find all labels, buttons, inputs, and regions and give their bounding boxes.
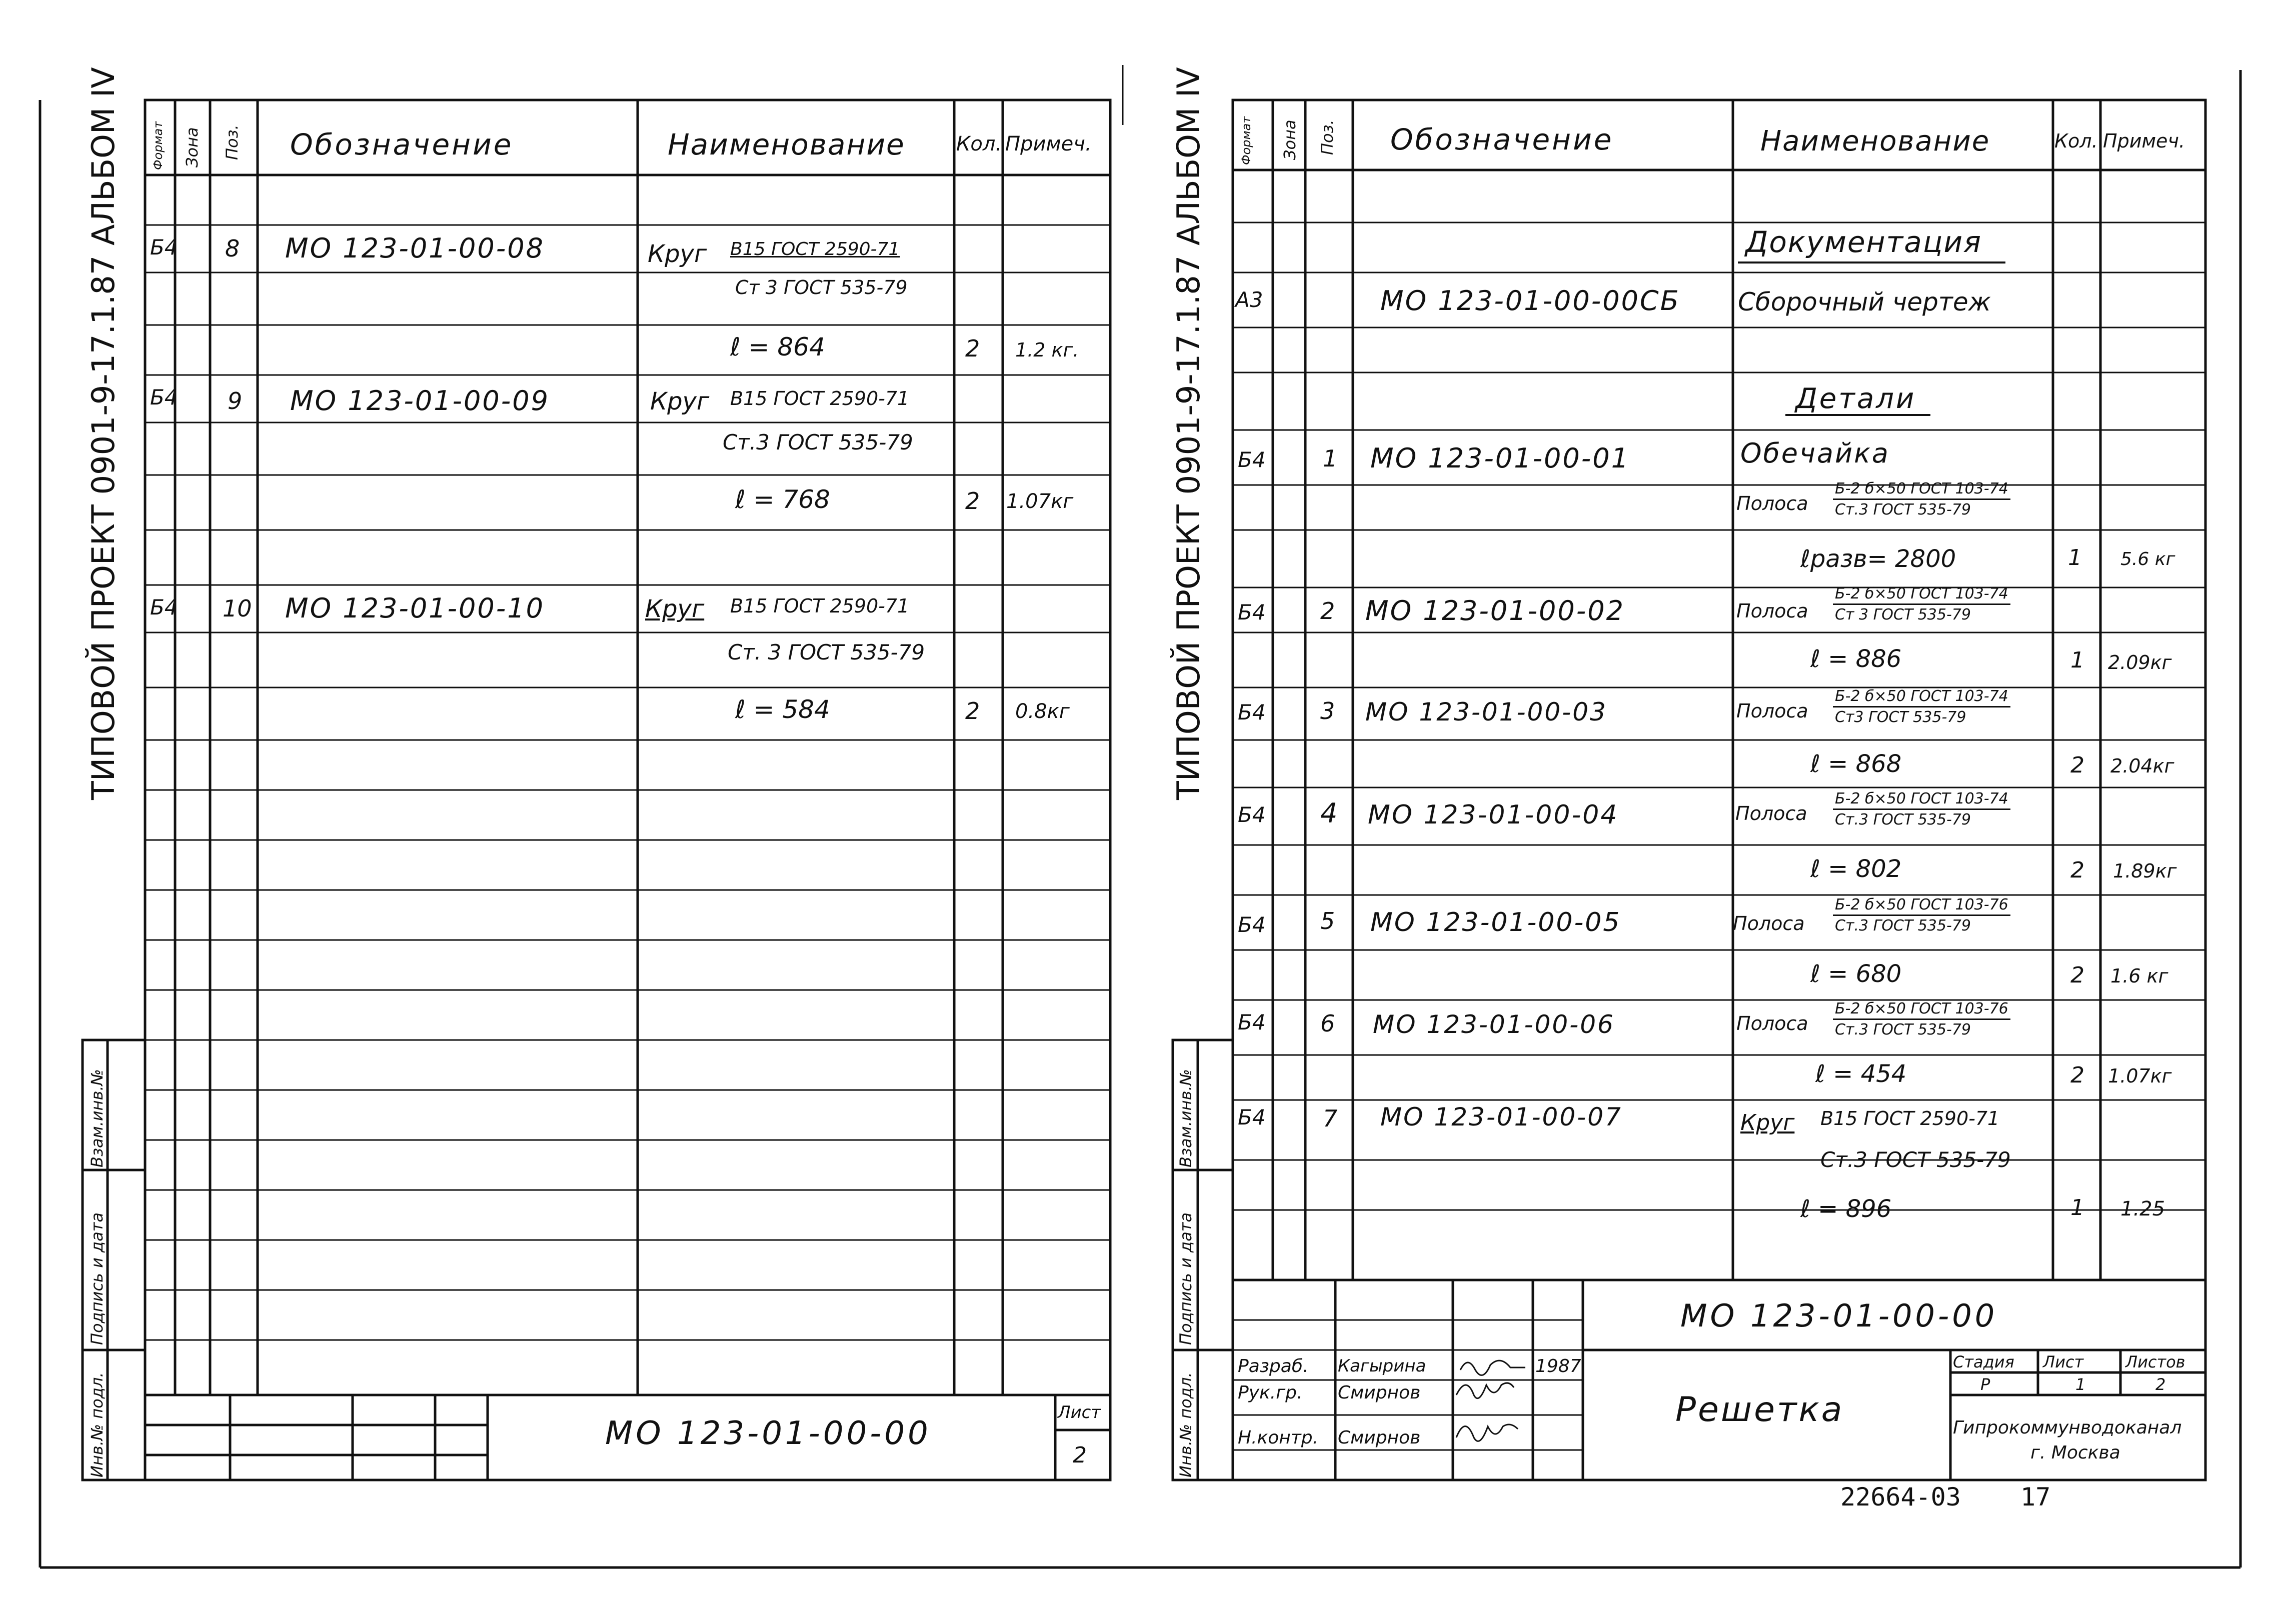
header-kol-left: Кол. xyxy=(956,132,1002,156)
left-row-1-name-label: Круг xyxy=(648,240,707,268)
stadia-value: Р xyxy=(1980,1375,1990,1394)
left-row-3-name-top: В15 ГОСТ 2590-71 xyxy=(730,595,910,617)
left-title-code: МО 123-01-00-00 xyxy=(605,1415,931,1452)
right-row-1-qty: 1 xyxy=(2068,545,2082,570)
right-row-6-format: Б4 xyxy=(1238,1010,1266,1034)
listov-value: 2 xyxy=(2155,1375,2166,1394)
left-row-1-designation: МО 123-01-00-08 xyxy=(285,232,545,264)
stamp-inv-podl-left: Инв.№ подл. xyxy=(88,1372,107,1478)
header-poz-right: Поз. xyxy=(1318,120,1337,155)
right-row-4-poz: 4 xyxy=(1320,798,1338,829)
left-row-3-qty: 2 xyxy=(965,698,980,724)
left-row-3-note: 0.8кг xyxy=(1015,700,1070,723)
right-row-7-name-bottom: Ст.3 ГОСТ 535-79 xyxy=(1820,1148,2011,1172)
right-row-3-length: ℓ = 868 xyxy=(1810,750,1902,778)
left-row-3-length: ℓ = 584 xyxy=(735,695,830,724)
header-primech-left: Примеч. xyxy=(1005,132,1092,156)
right-row-7-designation: МО 123-01-00-07 xyxy=(1380,1102,1622,1132)
header-primech-right: Примеч. xyxy=(2103,130,2185,152)
header-kol-right: Кол. xyxy=(2054,130,2098,152)
right-row-1-length: ℓразв= 2800 xyxy=(1800,545,1956,573)
right-row-5-length: ℓ = 680 xyxy=(1810,960,1902,988)
header-oboznachenie-right: Обозначение xyxy=(1390,122,1614,156)
right-row-7-qty: 1 xyxy=(2070,1195,2084,1220)
right-row-2-note: 2.09кг xyxy=(2108,652,2172,674)
right-row-2-format: Б4 xyxy=(1238,600,1266,624)
right-row-4-name-label: Полоса xyxy=(1735,802,1807,824)
header-naimenovanie-right: Наименование xyxy=(1760,125,1990,158)
left-row-2-length: ℓ = 768 xyxy=(735,485,830,514)
right-row-1-format: Б4 xyxy=(1238,448,1266,472)
right-row-6-note: 1.07кг xyxy=(2108,1065,2172,1087)
left-row-2-designation: МО 123-01-00-09 xyxy=(290,385,550,416)
right-title-name: Решетка xyxy=(1675,1390,1844,1430)
right-row-7-poz: 7 xyxy=(1323,1105,1338,1132)
left-row-2-name-label: Круг xyxy=(650,388,710,416)
left-row-2-poz: 9 xyxy=(228,388,243,414)
stamp-vzam-inv-left: Взам.инв.№ xyxy=(88,1069,107,1168)
razrab-role: Разраб. xyxy=(1238,1356,1309,1376)
right-row-6-qty: 2 xyxy=(2070,1062,2084,1088)
right-row-5-note: 1.6 кг xyxy=(2110,965,2168,987)
right-row-1-designation: МО 123-01-00-01 xyxy=(1370,442,1630,474)
org-line2: г. Москва xyxy=(2030,1442,2120,1463)
left-row-1-poz: 8 xyxy=(225,235,240,262)
right-row-4-note: 1.89кг xyxy=(2113,860,2177,882)
right-row-1-poz: 1 xyxy=(1323,445,1338,472)
left-row-2-format: Б4 xyxy=(150,385,178,410)
right-row-2-name-top: Б-2 б×50 ГОСТ 103-74 xyxy=(1833,585,2010,605)
stadia-label: Стадия xyxy=(1953,1352,2014,1372)
stamp-vzam-inv-right: Взам.инв.№ xyxy=(1176,1069,1195,1168)
right-row-4-designation: МО 123-01-00-04 xyxy=(1368,800,1619,830)
rukgr-name: Смирнов xyxy=(1338,1382,1421,1403)
header-format-left: Формат xyxy=(151,121,165,170)
right-row-6-name-top: Б-2 б×50 ГОСТ 103-76 xyxy=(1833,1000,2010,1020)
org-line1: Гипрокоммунводоканал xyxy=(1953,1418,2182,1438)
right-row-1-name-top: Б-2 б×50 ГОСТ 103-74 xyxy=(1833,480,2010,500)
right-row-5-qty: 2 xyxy=(2070,962,2084,988)
right-row-7-length: ℓ = 896 xyxy=(1800,1195,1892,1223)
right-row-2-length: ℓ = 886 xyxy=(1810,645,1902,673)
doc-row-format: А3 xyxy=(1235,288,1263,312)
header-poz-left: Поз. xyxy=(223,124,242,160)
right-row-7-format: Б4 xyxy=(1238,1105,1266,1130)
right-row-4-name-bottom: Ст.3 ГОСТ 535-79 xyxy=(1835,811,1971,828)
right-row-6-name-bottom: Ст.3 ГОСТ 535-79 xyxy=(1835,1021,1971,1038)
right-row-1-name-main: Обечайка xyxy=(1740,438,1890,469)
left-row-3-designation: МО 123-01-00-10 xyxy=(285,592,545,624)
header-oboznachenie-left: Обозначение xyxy=(290,128,514,162)
left-row-2-name-bottom: Ст.3 ГОСТ 535-79 xyxy=(723,430,913,454)
right-row-4-format: Б4 xyxy=(1238,802,1266,827)
right-row-2-qty: 1 xyxy=(2070,648,2084,673)
album-title-right: ТИПОВОЙ ПРОЕКТ 0901-9-17.1.87 АЛЬБОМ IV xyxy=(1170,67,1207,800)
header-zona-left: Зона xyxy=(183,127,202,168)
nkontr-role: Н.контр. xyxy=(1238,1428,1319,1448)
header-naimenovanie-left: Наименование xyxy=(668,128,905,162)
doc-row-name: Сборочный чертеж xyxy=(1738,288,1991,316)
right-row-5-name-bottom: Ст.3 ГОСТ 535-79 xyxy=(1835,917,1971,934)
left-row-1-name-top: В15 ГОСТ 2590-71 xyxy=(730,239,900,260)
header-zona-right: Зона xyxy=(1280,120,1299,160)
right-row-4-length: ℓ = 802 xyxy=(1810,855,1902,883)
right-row-5-designation: МО 123-01-00-05 xyxy=(1370,908,1621,938)
section-documentation: Документация xyxy=(1745,225,1982,259)
year: 1987 xyxy=(1535,1356,1581,1376)
right-row-7-name-top: В15 ГОСТ 2590-71 xyxy=(1820,1108,2000,1130)
right-row-3-qty: 2 xyxy=(2070,752,2084,778)
right-row-5-poz: 5 xyxy=(1320,908,1335,934)
right-row-4-qty: 2 xyxy=(2070,858,2084,883)
right-row-6-designation: МО 123-01-00-06 xyxy=(1373,1010,1615,1039)
right-row-1-name-label: Полоса xyxy=(1736,492,1808,514)
section-parts: Детали xyxy=(1795,382,1916,415)
right-row-6-poz: 6 xyxy=(1320,1010,1335,1037)
stamp-podpis-data-left: Подпись и дата xyxy=(88,1212,107,1345)
right-row-6-length: ℓ = 454 xyxy=(1815,1060,1907,1088)
left-row-1-qty: 2 xyxy=(965,335,980,362)
right-row-5-name-top: Б-2 б×50 ГОСТ 103-76 xyxy=(1833,896,2010,916)
right-title-code: МО 123-01-00-00 xyxy=(1680,1298,1998,1334)
right-row-4-name-top: Б-2 б×50 ГОСТ 103-74 xyxy=(1833,790,2010,810)
nkontr-name: Смирнов xyxy=(1338,1428,1421,1448)
list-value: 1 xyxy=(2075,1375,2086,1394)
stamp-inv-podl-right: Инв.№ подл. xyxy=(1176,1372,1195,1478)
right-row-3-name-top: Б-2 б×50 ГОСТ 103-74 xyxy=(1833,688,2010,708)
left-row-2-qty: 2 xyxy=(965,488,980,514)
right-row-1-note: 5.6 кг xyxy=(2120,549,2175,570)
left-row-1-length: ℓ = 864 xyxy=(730,332,825,362)
right-row-3-name-bottom: Ст3 ГОСТ 535-79 xyxy=(1835,708,1966,726)
listov-label: Листов xyxy=(2125,1352,2185,1372)
left-row-3-format: Б4 xyxy=(150,595,178,620)
right-row-3-name-label: Полоса xyxy=(1736,700,1808,722)
doc-row-designation: МО 123-01-00-00СБ xyxy=(1380,285,1680,316)
right-row-6-name-label: Полоса xyxy=(1736,1012,1808,1034)
left-list-label: Лист xyxy=(1058,1402,1101,1422)
right-row-7-name-label: Круг xyxy=(1740,1110,1795,1136)
list-label: Лист xyxy=(2043,1352,2084,1372)
stamp-podpis-data-right: Подпись и дата xyxy=(1176,1212,1195,1345)
rukgr-role: Рук.гр. xyxy=(1238,1382,1303,1403)
right-row-2-name-label: Полоса xyxy=(1736,600,1808,622)
header-format-right: Формат xyxy=(1239,116,1253,165)
album-title-left: ТИПОВОЙ ПРОЕКТ 0901-9-17.1.87 АЛЬБОМ IV xyxy=(85,67,122,800)
razrab-name: Кагырина xyxy=(1338,1356,1426,1376)
right-row-3-format: Б4 xyxy=(1238,700,1266,724)
right-row-3-note: 2.04кг xyxy=(2110,755,2174,777)
left-row-2-note: 1.07кг xyxy=(1006,490,1074,513)
page-number: 17 xyxy=(2020,1482,2051,1512)
right-row-3-poz: 3 xyxy=(1320,698,1335,724)
right-row-2-designation: МО 123-01-00-02 xyxy=(1365,595,1625,626)
left-row-1-name-bottom: Ст 3 ГОСТ 535-79 xyxy=(735,276,908,298)
right-row-2-name-bottom: Ст 3 ГОСТ 535-79 xyxy=(1835,606,1971,624)
right-row-5-format: Б4 xyxy=(1238,912,1266,937)
archive-number: 22664-03 xyxy=(1840,1482,1961,1512)
left-row-3-name-bottom: Ст. 3 ГОСТ 535-79 xyxy=(728,640,925,664)
left-row-3-poz: 10 xyxy=(223,595,252,622)
right-row-3-designation: МО 123-01-00-03 xyxy=(1365,698,1607,726)
right-row-7-note: 1.25 xyxy=(2120,1198,2165,1220)
left-row-1-format: Б4 xyxy=(150,235,178,260)
left-row-3-name-label: Круг xyxy=(645,595,705,623)
left-list-num: 2 xyxy=(1073,1442,1087,1468)
left-row-2-name-top: В15 ГОСТ 2590-71 xyxy=(730,388,910,410)
left-row-1-note: 1.2 кг. xyxy=(1015,339,1079,361)
right-row-2-poz: 2 xyxy=(1320,598,1335,624)
right-row-5-name-label: Полоса xyxy=(1733,912,1805,934)
right-row-1-name-bottom: Ст.3 ГОСТ 535-79 xyxy=(1835,501,1971,518)
